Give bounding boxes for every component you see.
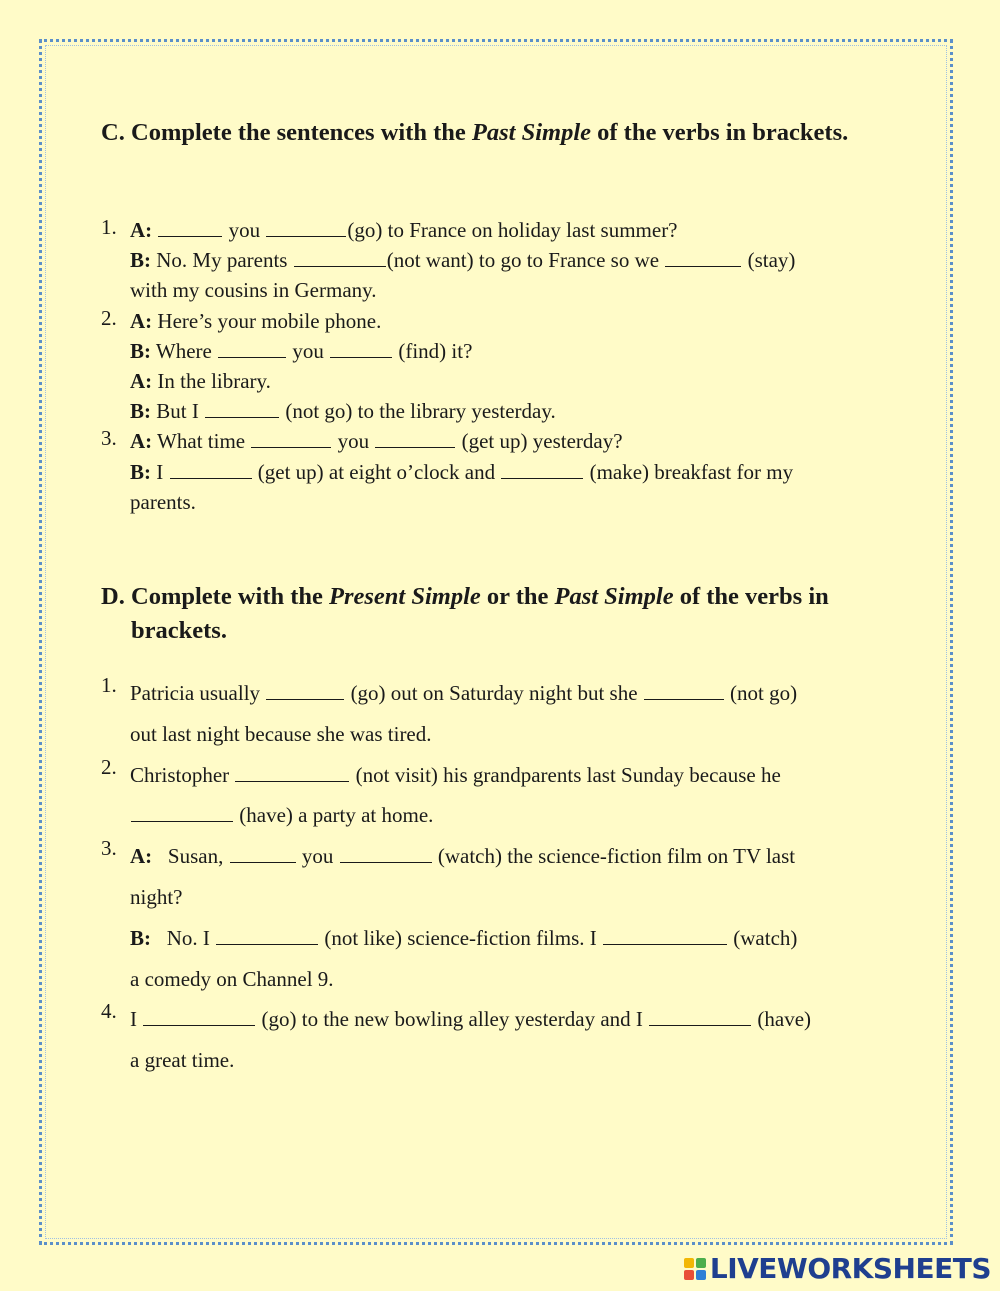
answer-blank[interactable] bbox=[251, 429, 331, 448]
list-item: 3. A: What time you (get up) yesterday? B: I (get up) at eight o’clock and (make) breakfast for my parents. bbox=[101, 426, 881, 517]
section-c-letter: C. bbox=[101, 119, 125, 146]
answer-blank[interactable] bbox=[170, 460, 252, 479]
item-number: 1. bbox=[101, 673, 117, 697]
section-d-title: Complete with the Present Simple or the Past Simple of the verbs in brackets. bbox=[131, 583, 829, 644]
liveworksheets-logo[interactable] bbox=[684, 1252, 991, 1285]
answer-blank[interactable] bbox=[143, 1007, 255, 1026]
section-c-title: Complete the sentences with the Past Simple of the verbs in brackets. bbox=[131, 119, 849, 146]
list-item: 2. A: Here’s your mobile phone. B: Where you (find) it? A: In the library. B: But I (not go) to the library yesterday. bbox=[101, 306, 881, 427]
section-c-exercises bbox=[101, 215, 881, 517]
brand-name: LIVEWORKSHEETS bbox=[709, 1252, 991, 1285]
speaker-b-label: B: bbox=[130, 399, 151, 424]
speaker-a-label: A: bbox=[130, 429, 153, 454]
section-d-exercises bbox=[101, 673, 881, 1081]
speaker-b-label: B: bbox=[130, 925, 151, 950]
speaker-a-label: A: bbox=[130, 308, 153, 333]
list-item: 1. A: you (go) to France on holiday last summer? B: No. My parents (not want) to go to France so we (stay) with my cousins in Germany. bbox=[101, 215, 881, 306]
answer-blank[interactable] bbox=[230, 844, 296, 863]
item-number: 3. bbox=[101, 426, 117, 451]
speaker-b-label: B: bbox=[130, 248, 151, 273]
speaker-a-label: A: bbox=[130, 369, 153, 394]
answer-blank[interactable] bbox=[375, 429, 455, 448]
speaker-b-label: B: bbox=[130, 459, 151, 484]
answer-blank[interactable] bbox=[501, 460, 583, 479]
answer-blank[interactable] bbox=[340, 844, 432, 863]
answer-blank[interactable] bbox=[266, 218, 346, 237]
logo-tile bbox=[684, 1258, 694, 1268]
answer-blank[interactable] bbox=[644, 681, 724, 700]
list-item: 1. Patricia usually (go) out on Saturday night but she (not go) out last night because she was tired. bbox=[101, 673, 881, 755]
answer-blank[interactable] bbox=[218, 339, 286, 358]
answer-blank[interactable] bbox=[330, 339, 392, 358]
answer-blank[interactable] bbox=[294, 248, 386, 267]
logo-tile bbox=[696, 1258, 706, 1268]
answer-blank[interactable] bbox=[216, 926, 318, 945]
answer-blank[interactable] bbox=[603, 926, 727, 945]
section-c-heading bbox=[101, 116, 871, 150]
answer-blank[interactable] bbox=[158, 218, 222, 237]
list-item: 3. A: Susan, you (watch) the science-fiction film on TV last night? B: No. I (not like) science-fiction films. I (watch) a comedy on Channel 9. bbox=[101, 836, 881, 999]
answer-blank[interactable] bbox=[235, 763, 349, 782]
item-number: 3. bbox=[101, 836, 117, 861]
section-d-letter: D. bbox=[101, 583, 125, 610]
list-item: 2. Christopher (not visit) his grandparents last Sunday because he (have) a party at home. bbox=[101, 755, 881, 837]
answer-blank[interactable] bbox=[131, 803, 233, 822]
item-number: 1. bbox=[101, 215, 117, 239]
answer-blank[interactable] bbox=[205, 399, 279, 418]
section-d-heading bbox=[101, 580, 871, 648]
item-number: 4. bbox=[101, 999, 117, 1024]
speaker-a-label: A: bbox=[130, 844, 153, 869]
answer-blank[interactable] bbox=[665, 248, 741, 267]
speaker-b-label: B: bbox=[130, 338, 151, 363]
logo-tile bbox=[684, 1270, 694, 1280]
answer-blank[interactable] bbox=[266, 681, 344, 700]
list-item: 4. I (go) to the new bowling alley yesterday and I (have) a great time. bbox=[101, 999, 881, 1081]
logo-tile bbox=[696, 1270, 706, 1280]
liveworksheets-logo-icon bbox=[684, 1258, 706, 1280]
item-number: 2. bbox=[101, 754, 117, 779]
answer-blank[interactable] bbox=[649, 1007, 751, 1026]
item-number: 2. bbox=[101, 305, 117, 330]
speaker-a-label: A: bbox=[130, 218, 153, 242]
